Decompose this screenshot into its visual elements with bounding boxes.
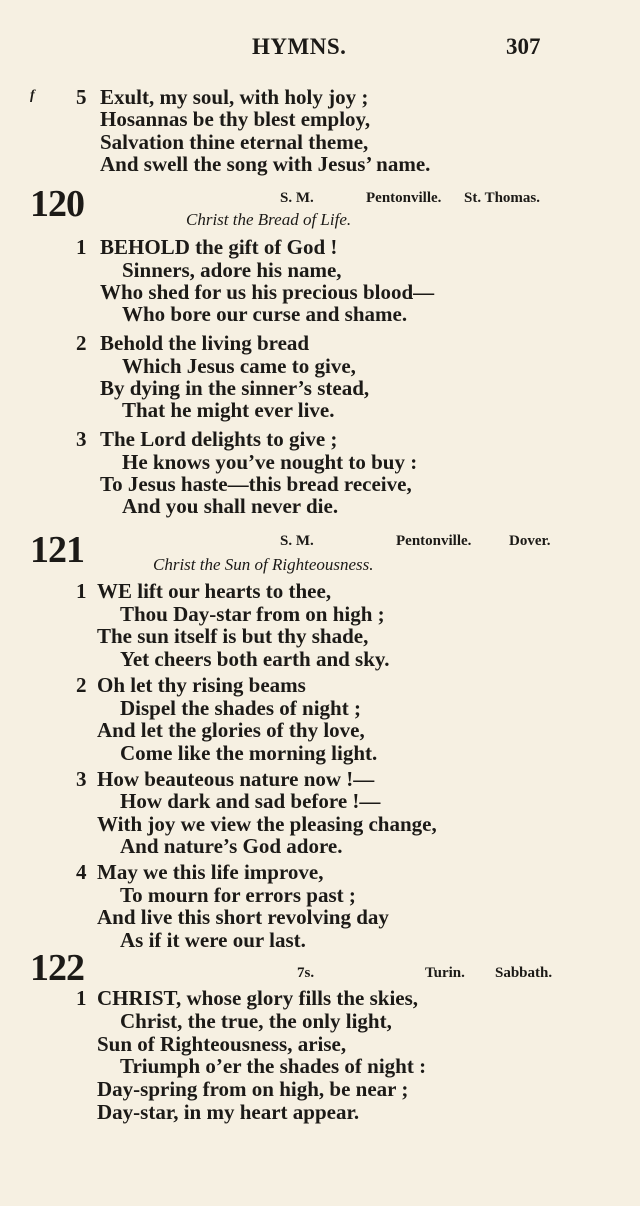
- verse-number: 2: [76, 673, 87, 697]
- meter: S. M.: [280, 533, 314, 549]
- verse-line: Christ, the true, the only light,: [120, 1009, 392, 1033]
- tune-name: Pentonville.: [396, 533, 472, 549]
- hymn-number: 120: [30, 183, 84, 225]
- verse-line: Triumph o’er the shades of night :: [120, 1054, 427, 1078]
- verse-number: 1: [76, 579, 87, 603]
- verse-line: Sun of Righteousness, arise,: [97, 1032, 347, 1056]
- verse-line: Who bore our curse and shame.: [122, 302, 408, 326]
- verse-line: Day-star, in my heart appear.: [97, 1100, 360, 1124]
- verse-line: Hosannas be thy blest employ,: [100, 107, 371, 131]
- verse-number: 1: [76, 986, 87, 1010]
- verse-number: 1: [76, 235, 87, 259]
- verse-line: The sun itself is but thy shade,: [97, 624, 369, 648]
- verse-line: CHRIST, whose glory fills the skies,: [97, 986, 419, 1010]
- verse-line: How dark and sad before !—: [120, 789, 381, 813]
- meter: S. M.: [280, 190, 314, 206]
- verse-line: Behold the living bread: [100, 331, 310, 355]
- verse-line: Dispel the shades of night ;: [120, 696, 361, 720]
- tune-name: Dover.: [509, 533, 551, 549]
- tune-name: Turin.: [425, 965, 465, 981]
- verse-line: May we this life improve,: [97, 860, 324, 884]
- tune-name: St. Thomas.: [464, 190, 540, 206]
- verse-line: BEHOLD the gift of God !: [100, 235, 338, 259]
- verse-line: Exult, my soul, with holy joy ;: [100, 85, 369, 109]
- running-title: HYMNS.: [252, 34, 347, 59]
- verse-line: Salvation thine eternal theme,: [100, 130, 369, 154]
- tune-name: Sabbath.: [495, 965, 553, 981]
- hymn-number: 122: [30, 947, 84, 989]
- verse-line: Come like the morning light.: [120, 741, 378, 765]
- verse-line: To mourn for errors past ;: [120, 883, 356, 907]
- verse-line: How beauteous nature now !—: [97, 767, 375, 791]
- tune-name: Pentonville.: [366, 190, 442, 206]
- verse-line: And live this short revolving day: [97, 905, 389, 929]
- verse-line: Thou Day-star from on high ;: [120, 602, 385, 626]
- verse-line: Which Jesus came to give,: [122, 354, 356, 378]
- verse-line: Who shed for us his precious blood—: [100, 280, 435, 304]
- verse-line: That he might ever live.: [122, 398, 335, 422]
- verse-line: WE lift our hearts to thee,: [97, 579, 332, 603]
- verse-number: 4: [76, 860, 87, 884]
- verse-line: By dying in the sinner’s stead,: [100, 376, 370, 400]
- verse-line: Oh let thy rising beams: [97, 673, 306, 697]
- verse-line: As if it were our last.: [120, 928, 306, 952]
- hymn-subtitle: Christ the Bread of Life.: [186, 210, 352, 229]
- verse-line: The Lord delights to give ;: [100, 427, 338, 451]
- verse-line: He knows you’ve nought to buy :: [122, 450, 418, 474]
- verse-line: Yet cheers both earth and sky.: [120, 647, 390, 671]
- verse-line: Sinners, adore his name,: [122, 258, 342, 282]
- verse-line: And nature’s God adore.: [120, 834, 343, 858]
- verse-line: Day-spring from on high, be near ;: [97, 1077, 409, 1101]
- hymn-number: 121: [30, 529, 84, 571]
- verse-line: And let the glories of thy love,: [97, 718, 365, 742]
- verse-line: And swell the song with Jesus’ name.: [100, 152, 431, 176]
- page-header: [0, 34, 640, 68]
- verse-number: 3: [76, 767, 87, 791]
- verse-line: With joy we view the pleasing change,: [97, 812, 437, 836]
- verse-number: 5: [76, 85, 87, 109]
- verse-number: 2: [76, 331, 87, 355]
- verse-line: To Jesus haste—this bread receive,: [100, 472, 412, 496]
- dynamic-marking: f: [30, 88, 35, 103]
- page-number: 307: [506, 34, 541, 59]
- hymn-subtitle: Christ the Sun of Righteousness.: [153, 555, 374, 574]
- verse-number: 3: [76, 427, 87, 451]
- verse-line: And you shall never die.: [122, 494, 339, 518]
- meter: 7s.: [297, 965, 315, 981]
